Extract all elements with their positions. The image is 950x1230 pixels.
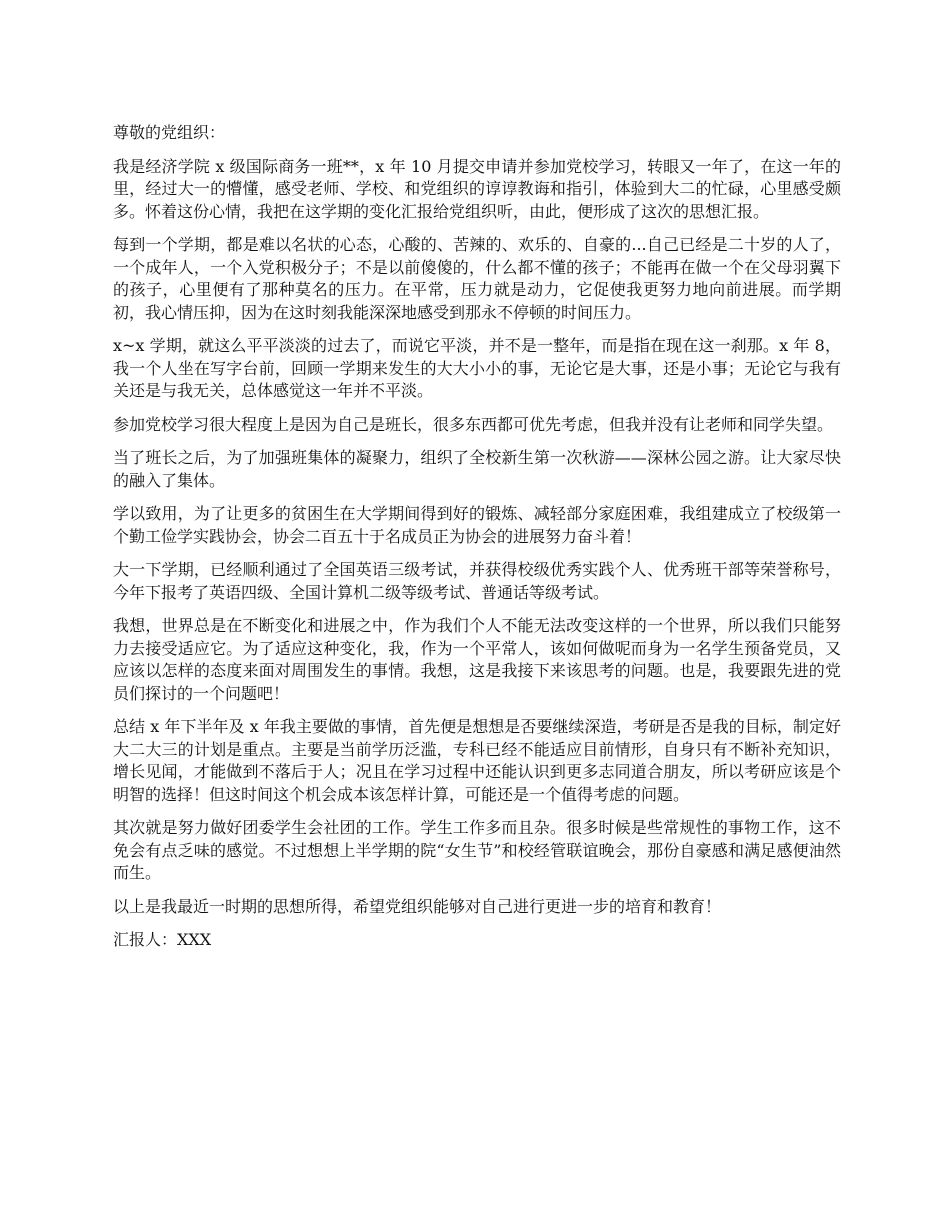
document-body — [113, 122, 841, 963]
paragraph-8: 我想，世界总是在不断变化和进展之中，作为我们个人不能无法改变这样的一个世界，所以我们只能努力去接受适应它。为了适应这种变化，我，作为一个平常人，该如何做呢而身为一名学生预备党员，又应该以怎样的态度来面对周围发生的事情。我想，这是我接下来该思考的问题。也是，我要跟先进的党员们探讨的一个问题吧！ — [113, 616, 841, 703]
paragraph-9: 总结 x 年下半年及 x 年我主要做的事情，首先便是想想是否要继续深造，考研是否是我的目标，制定好大二大三的计划是重点。主要是当前学历泛滥，专科已经不能适应目前情形，自身只有不断补充知识，增长见闻，才能做到不落后于人；况且在学习过程中还能认识到更多志同道合朋友，所以考研应该是个明智的选择！但这时间这个机会成本该怎样计算，可能还是一个值得考虑的问题。 — [113, 717, 841, 804]
signature: 汇报人：XXX — [113, 930, 212, 949]
paragraph-2: 每到一个学期，都是难以名状的心态，心酸的、苦辣的、欢乐的、自豪的...自己已经是二十岁的人了，一个成年人，一个入党积极分子；不是以前傻傻的，什么都不懂的孩子；不能再在做一个在父母羽翼下的孩子，心里便有了那种莫名的压力。在平常，压力就是动力，它促使我更努力地向前进展。而学期初，我心情压抑，因为在这时刻我能深深地感受到那永不停顿的时间压力。 — [113, 235, 841, 322]
paragraph-10: 其次就是努力做好团委学生会社团的工作。学生工作多而且杂。很多时候是些常规性的事物工作，这不免会有点乏味的感觉。不过想想上半学期的院“女生节”和校经管联谊晚会，那份自豪感和满足感便油然而生。 — [113, 818, 841, 882]
paragraph-1: 我是经济学院 x 级国际商务一班**，x 年 10 月提交申请并参加党校学习，转眼又一年了，在这一年的里，经过大一的懵懂，感受老师、学校、和党组织的谆谆教诲和指引，体验到大二的忙碌，心里感受颇多。怀着这份心情，我把在这学期的变化汇报给党组织听，由此，便形成了这次的思想汇报。 — [113, 156, 841, 221]
paragraph-4: 参加党校学习很大程度上是因为自己是班长，很多东西都可优先考虑，但我并没有让老师和同学失望。 — [113, 414, 834, 434]
paragraph-7: 大一下学期，已经顺利通过了全国英语三级考试，并获得校级优秀实践个人、优秀班干部等荣誉称号，今年下报考了英语四级、全国计算机二级等级考试、普通话等级考试。 — [113, 560, 841, 602]
paragraph-6: 学以致用，为了让更多的贫困生在大学期间得到好的锻炼、减轻部分家庭困难，我组建成立了校级第一个勤工俭学实践协会，协会二百五十于名成员正为协会的进展努力奋斗着！ — [113, 504, 841, 546]
paragraph-3: x~x 学期，就这么平平淡淡的过去了，而说它平淡，并不是一整年，而是指在现在这一刹那。x 年 8，我一个人坐在写字台前，回顾一学期来发生的大大小小的事，无论它是大事，还是小事；无论它与我有关还是与我无关，总体感觉这一年并不平淡。 — [113, 336, 841, 400]
salutation: 尊敬的党组织： — [113, 123, 226, 142]
paragraph-11: 以上是我最近一时期的思想所得，希望党组织能够对自己进行更进一步的培育和教育！ — [113, 896, 722, 916]
paragraph-5: 当了班长之后，为了加强班集体的凝聚力，组织了全校新生第一次秋游——深林公园之游。让大家尽快的融入了集体。 — [113, 448, 841, 490]
